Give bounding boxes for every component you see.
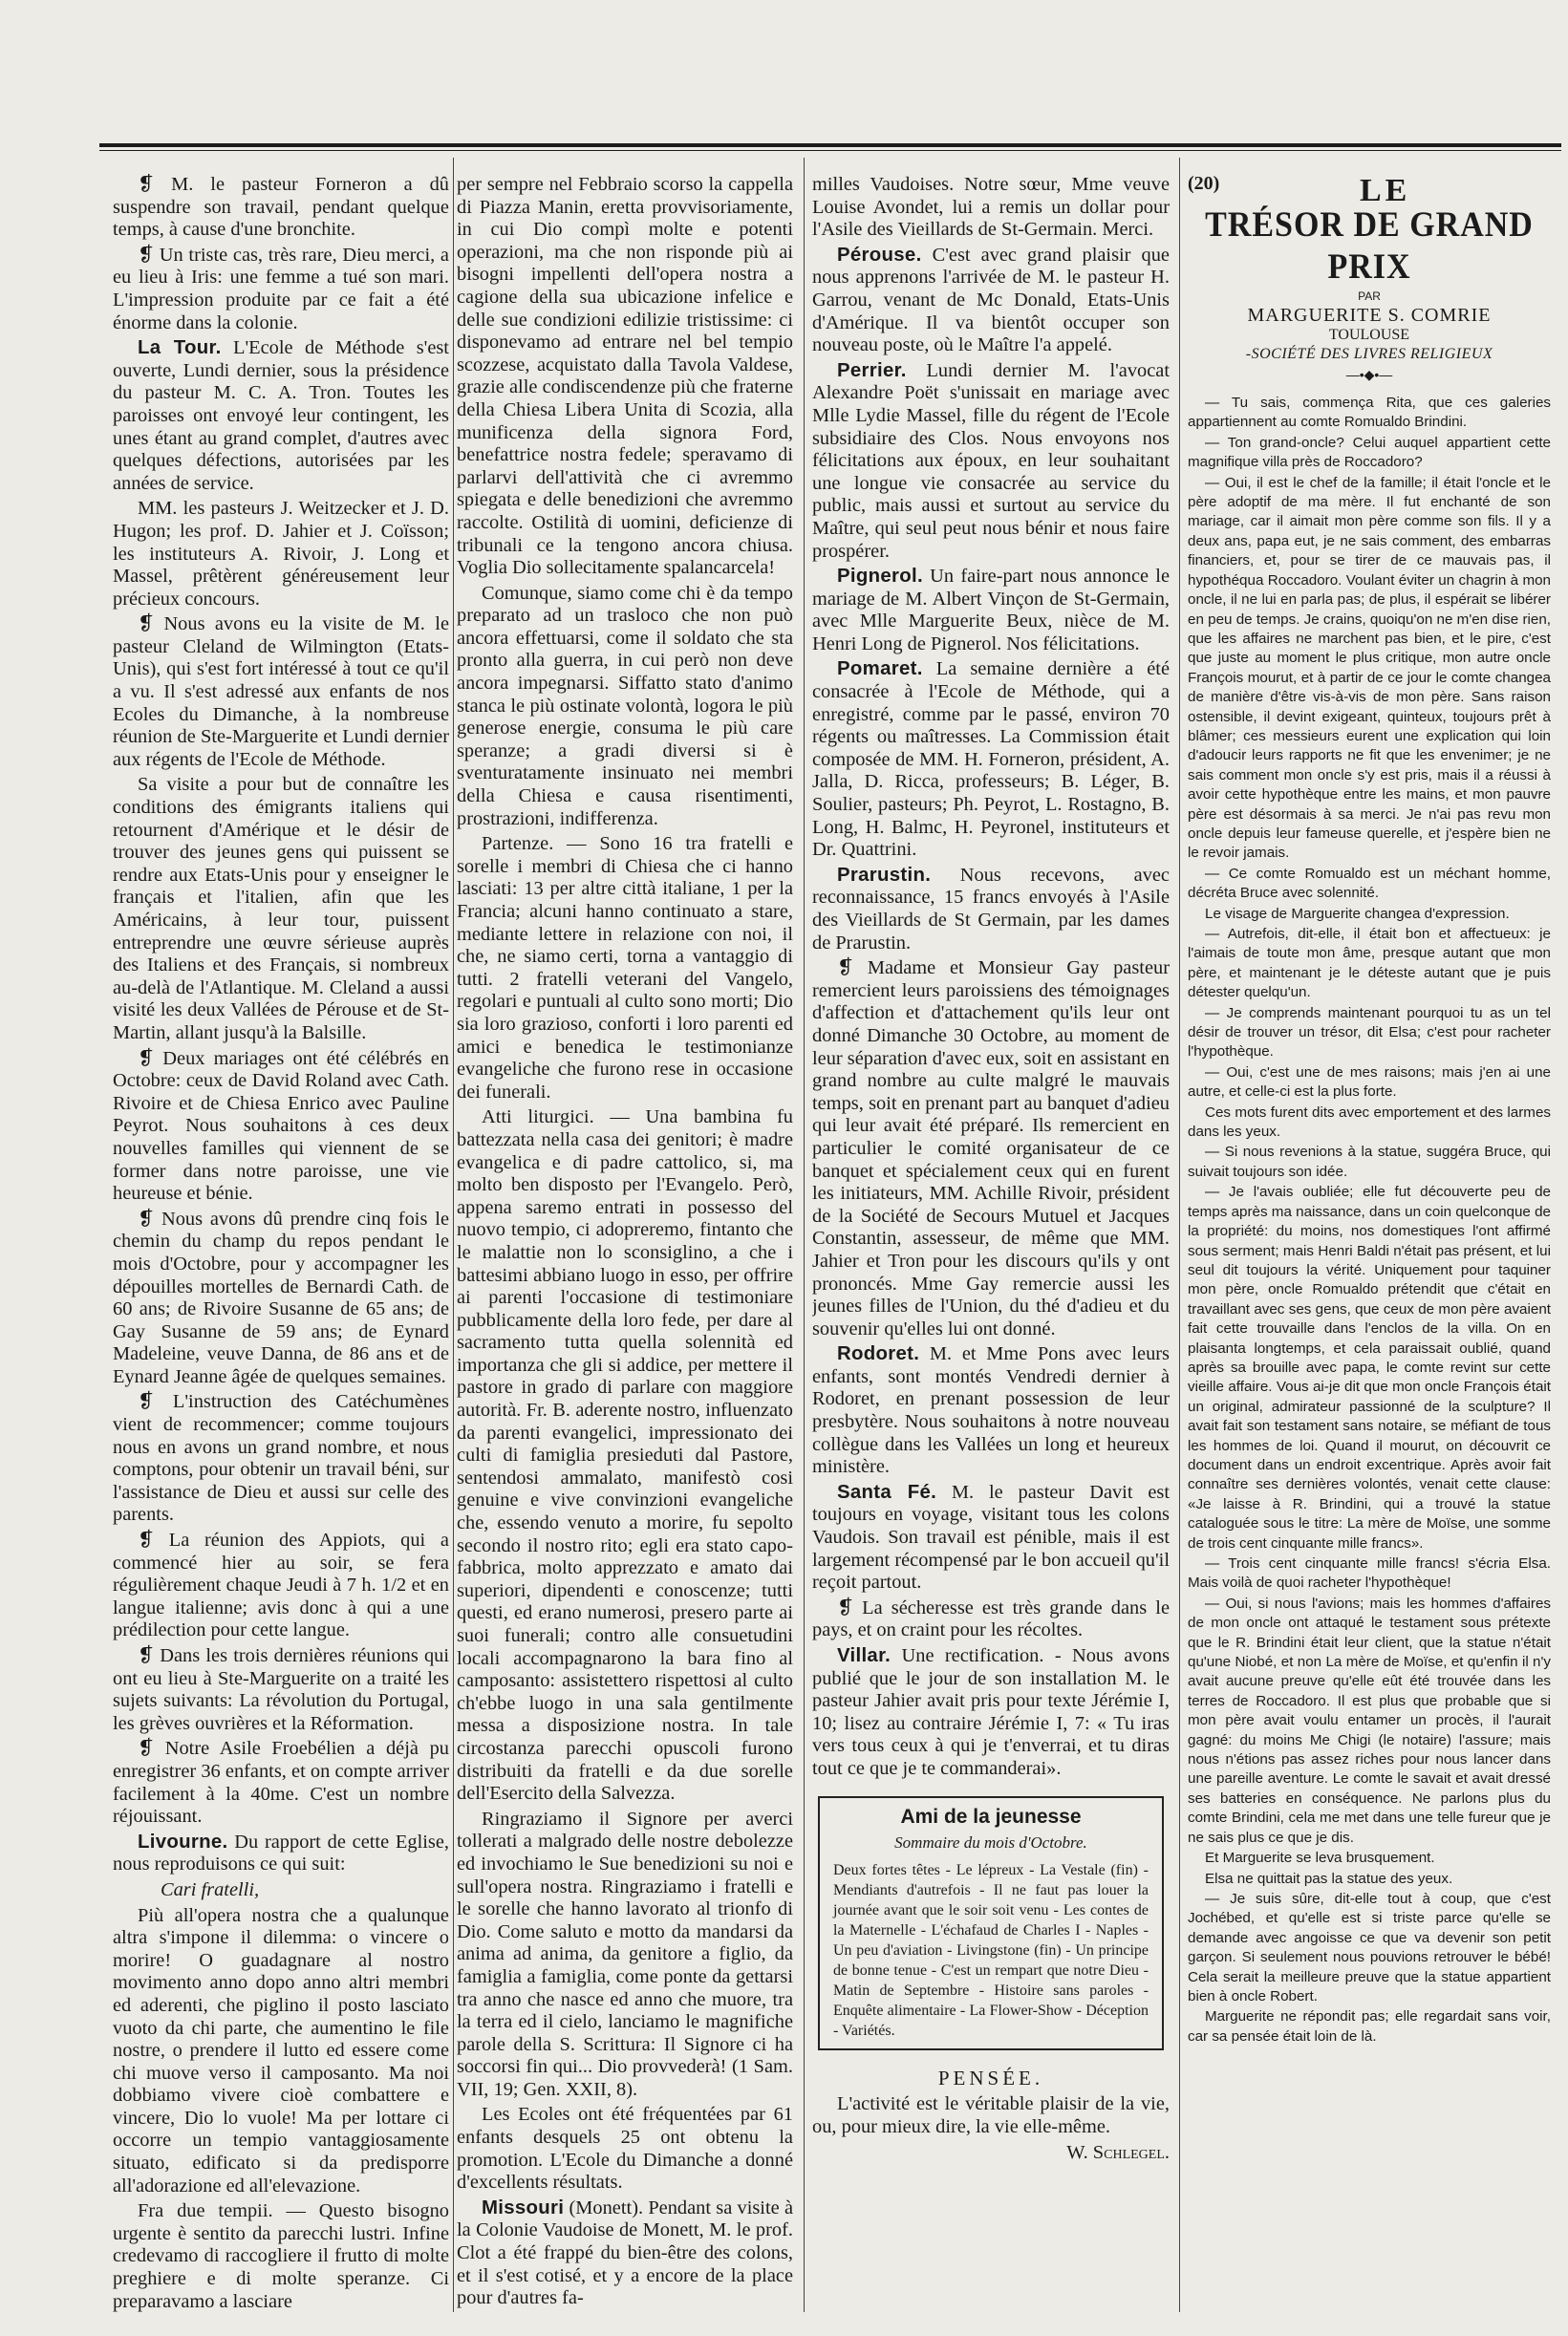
paragraph: Più all'opera nostra che a qualunque altra s'impone il dilemma: o vincere o morire! O guadagnare al nostro movimento anno dopo anno altri membri ed aderenti, che piglino il posto lasciato vuoto da chi parte, che aumentino le file nostre, o prendere il lutto ed essere come chi muove verso il camposanto. Ma noi dobbiamo vivere cioè combattere e vincere, Dio lo vuole! Ma per lottare ci occorre un tempio vantaggiosamente situato, edificato si da predisporre all'adorazione ed all'elevazione. [113, 1904, 449, 2197]
paragraph: Ringraziamo il Signore per averci tollerati a malgrado delle nostre debolezze ed invochiamo le Sue benedizioni su noi e sull'opera nostra. Ringraziamo i fratelli e le sorelle che hanno lavorato al trionfo di Dio. Come saluto e motto da mandarsi da anima ad anima, da genitore a figlio, da famiglia a famiglia, come ponte da gettarsi tra anno che nasce ed anno che muore, tra la terra ed il cielo, lanciamo le magnifiche parole della S. Scrittura: Il Signore ci ha soccorsi fin qui... Dio provvederà! (1 Sam. VII, 19; Gen. XXII, 8). [457, 1808, 793, 2100]
pensee-text: L'activité est le véritable plaisir de la vie, ou, pour mieux dire, la vie elle-même. [812, 2093, 1170, 2137]
box-subtitle: Sommaire du mois d'Octobre. [894, 1833, 1087, 1853]
feuilleton-paragraph: — Trois cent cinquante mille francs! s'écria Elsa. Mais voilà de quoi racheter l'hypothèque! [1188, 1555, 1551, 1592]
paragraph: Pomaret. La semaine dernière a été consacrée à l'Ecole de Méthode, qui a enregistré, comme par le passé, environ 70 régents ou maîtresses. La Commission était composée de MM. H. Forneron, président, A. Jalla, D. Ricca, professeurs; B. Léger, B. Soulier, pasteurs; Ph. Peyrot, L. Rostagno, B. Long, H. Balmc, H. Peyronel, instituteurs et Dr. Quattrini. [812, 658, 1170, 861]
paragraph: ❡ Nous avons dû prendre cinq fois le chemin du champ du repos pendant le mois d'Octobre, pour y accompagner les dépouilles mortelles de Bernardi Cath. de 60 ans; de Rivoire Susanne de 65 ans; de Gay Susanne de 59 ans; de Eynard Madeleine, veuve Danna, de 86 ans et de Eynard Jeanne âgée de quelques semaines. [113, 1208, 449, 1387]
feuilleton-paragraph: — Ton grand-oncle? Celui auquel appartient cette magnifique villa près de Roccadoro? [1188, 434, 1551, 471]
column-divider [1179, 158, 1180, 2312]
paragraph: Pérouse. C'est avec grand plaisir que nous apprenons l'arrivée de M. le pasteur H. Garrou, venant de Mc Donald, Etats-Unis d'Amérique. Il va bientôt occuper son nouveau poste, où le Maître l'a appelé. [812, 244, 1170, 356]
feuilleton-paragraph: — Je l'avais oubliée; elle fut découverte peu de temps après ma naissance, dans un coin quelconque de la propriété: du moins, nos domestiques l'ont affirmé sous serment; mais Henri Baldi n'était pas présent, et lui seul dit toujours la vérité. Uniquement pour taquiner mon père, oncle Romualdo prétendit que c'était en travaillant avec ses gens, que ceux de mon père avaient fait cette trouvaille dans l'enclos de la villa. On en plaisanta longtemps, et cela paraissait oublié, quand après sa brouille avec papa, le comte revint sur cette vieille affaire. Vous ai-je dit que mon oncle François était un original, admirateur passionné de la sculpture? Il avait fait son testament sans notaire, se méfiant de tous les hommes de loi. Quand il mourut, on découvrit ce document dans un endroit excentrique. Après avoir fait connaître ses dernières volontés, venait cette clause: «Je laisse à R. Brindini, qui a trouvé la statue cataloguée sous le titre: La mère de Moïse, une somme de trois cent cinquante mille francs». [1188, 1184, 1551, 1552]
feuilleton-paragraph: Elsa ne quittait pas la statue des yeux. [1205, 1870, 1453, 1887]
header-rule-thin [99, 150, 1561, 151]
paragraph: Pignerol. Un faire-part nous annonce le mariage de M. Albert Vinçon de St-Germain, avec Mlle Marguerite Beux, nièce de M. Henri Long de Pignerol. Nos félicitations. [812, 566, 1170, 654]
paragraph: Partenze. — Sono 16 tra fratelli e sorelle i membri di Chiesa che ci hanno lasciati: 13 per altre città italiane, 1 per la Francia; alcuni hanno continuato a stare, mediante lettere in relazione con noi, il che, ne siamo certi, torna a vantaggio di tutti. 2 fratelli veterani del Vangelo, regolari e puntuali al culto sono morti; Dio sia loro grazioso, conforti i loro parenti ed amici e benedica le testimonianze evangeliche che furono rese in occasione dei funerali. [457, 833, 793, 1103]
paragraph: La Tour. L'Ecole de Méthode s'est ouverte, Lundi dernier, sous la présidence du pasteur M. C. A. Tron. Toutes les paroisses ont envoyé leur contingent, les unes étant au grand complet, d'autres avec quelques défections, autorisées par les années de service. [113, 337, 449, 494]
feuilleton-paragraph: — Je suis sûre, dit-elle tout à coup, que c'est Jochébed, et qu'elle est si triste parce qu'elle se demande avec angoisse ce que va devenir son petit garçon. Si seulement nous pouvions retrouver le bébé! Cela serait la meilleure preuve que la statue appartient bien à oncle Robert. [1188, 1890, 1551, 2004]
paragraph: ❡ Dans les trois dernières réunions qui ont eu lieu à Ste-Marguerite on a traité les sujets suivants: La révolution du Portugal, les grèves ouvrières et la Réformation. [113, 1645, 449, 1734]
paragraph: Les Ecoles ont été fréquentées par 61 enfants desquels 25 ont obtenu la promotion. L'Ecole du Dimanche a donné d'excellents résultats. [457, 2104, 793, 2194]
paragraph: Perrier. Lundi dernier M. l'avocat Alexandre Poët s'unissait en mariage avec Mlle Lydie Massel, fille du régent de l'Ecole subsidiaire des Clos. Nous envoyons nos félicitations aux époux, en leur souhaitant une longue vie consacrée au service du public, mais aussi et surtout au service du Maître, qui seul peut nous bénir et nous faire prospérer. [812, 359, 1170, 562]
box-body: Deux fortes têtes - Le lépreux - La Vestale (fin) - Mendiants d'autrefois - Il ne faut pas louer la journée avant que le soir soit venu - Les contes de la Maternelle - L'échafaud de Charles I - Naples - Un peu d'aviation - Livingstone (fin) - Un principe de bonne tenue - C'est un rempart que notre Dieu - Matin de Septembre - Histoire sans paroles - Enquête alimentaire - La Flower-Show - Déception - Variétés. [833, 1861, 1149, 2039]
paragraph: milles Vaudoises. Notre sœur, Mme veuve Louise Avondet, lui a remis un dollar pour l'Asile des Vieillards de St-Germain. Merci. [812, 174, 1170, 241]
paragraph: ❡ Deux mariages ont été célébrés en Octobre: ceux de David Roland avec Cath. Rivoire et de Chiesa Enrico avec Pauline Peyrot. Nous souhaitons à ces deux nouvelles familles qui viennent de se former dans notre paroisse, une vie heureuse et bénie. [113, 1047, 449, 1205]
paragraph: ❡ Notre Asile Froebélien a déjà pu enregistrer 36 enfants, et on compte arriver facilement à la 40me. C'est un nombre réjouissant. [113, 1738, 449, 1828]
paragraph: Santa Fé. M. le pasteur Davit est toujours en voyage, visitant tous les colons Vaudois. Son travail est pénible, mais il est largement récompensé par le bon accueil qu'il reçoit partout. [812, 1481, 1170, 1594]
ornament-divider: —•◆•— [1345, 366, 1393, 382]
paragraph: Comunque, siamo come chi è da tempo preparato ad un trasloco che non può ancora effettuarsi, come il soldato che sta pronto alla guerra, in cui però non deve ancora impegnarsi. Siffatto stato d'animo stanca le più ostinate volontà, logora le più generose energie, consuma le più care speranze; a gradi diversi si è sventuratamente insinuato nei membri della Chiesa e causa risentimenti, prostrazioni, indifferenza. [457, 582, 793, 829]
column-divider [804, 158, 805, 2312]
feuilleton-number: (20) [1188, 174, 1220, 194]
paragraph: Fra due tempii. — Questo bisogno urgente è sentito da parecchi lustri. Infine credevamo di raccogliere il frutto di molte preghiere e di molte speranze. Ci preparavamo a lasciare [113, 2200, 449, 2312]
pensee-author: W. Schlegel. [1066, 2141, 1170, 2163]
feuilleton-header [1188, 174, 1551, 384]
feuilleton-paragraph: — Oui, c'est une de mes raisons; mais j'en ai une autre, et celle-ci est la plus forte. [1188, 1063, 1551, 1101]
header-rule [99, 143, 1561, 147]
paragraph: Atti liturgici. — Una bambina fu battezzata nella casa dei genitori; è madre evangelica e di padre cattolico, si, ma molto ben disposto per l'Evangelo. Però, appena saremo entrati in possesso del nuovo tempio, ci adopreremo, fintanto che le malattie non lo sconsiglino, a che i battesimi abbiano luogo in esso, per offrire ai parenti l'occasione di testimoniare pubblicamente della loro fede, per dare al sacramento tutta quella solennità ed importanza che gli si addice, per mettere il pastore in grado di parlare con maggiore autorità. Fr. B. aderente nostro, influenzato da parenti evangelici, impressionato dei culti di famiglia presieduti dal Pastore, sentendosi ammalato, manifestò cosi genuine e vive convinzioni evangeliche che, essendo venuto a morire, fu sepolto secondo il nostro rito; egli era stato capo-fabbrica, molto apprezzato e amato dai superiori, dipendenti e conoscenze; tutti questi, ed erano numerosi, presero parte ai suoi funerali; contro alle consuetudini locali accompagnarono la bara fino al camposanto: assistettero rispettosi al culto ch'ebbe luogo in una sala gentilmente messa a disposizione nostra. In tale circostanza parecchi opuscoli furono distribuiti da fratelli e da due sorelle dell'Esercito della Salvezza. [457, 1106, 793, 1805]
feuilleton-paragraph: — Oui, si nous l'avions; mais les hommes d'affaires de mon oncle ont attaqué le testament sous prétexte que le R. Brindini était leur client, que la statue n'était qu'une Niobé, et non La mère de Moïse, et qu'enfin il n'y avait aucune preuve qu'elle eût été trouvée dans les terres de Roccadoro. Il est plus que probable que si mon père avait voulu entamer un procès, il l'aurait gagné: du moins Me Chigi (le notaire) l'assure; mais nous n'étions pas assez riches pour nous lancer dans une pareille aventure. Le comte le savait et avait dressé ses batteries en conséquence. Ne parlons plus du comte Brindini, cela me met dans une telle fureur que je ne sais plus ce que je dis. [1188, 1595, 1551, 1846]
paragraph: MM. les pasteurs J. Weitzecker et J. D. Hugon; les prof. D. Jahier et J. Coïsson; les instituteurs A. Rivoir, J. Long et Massel, prêtèrent généreusement leur précieux concours. [113, 498, 449, 610]
feuilleton-title: TRÉSOR DE GRAND PRIX [1205, 205, 1534, 287]
feuilleton-par: PAR [1358, 289, 1381, 303]
feuilleton-society: -SOCIÉTÉ DES LIVRES RELIGIEUX [1245, 346, 1493, 363]
paragraph: ❡ Nous avons eu la visite de M. le pasteur Cleland de Wilmington (Etats-Unis), qui s'est fort intéressé à tout ce qu'il a vu. Il s'est adressé aux enfants de nos Ecoles du Dimanche, à la nombreuse réunion de Ste-Marguerite et Lundi dernier aux régents de l'Ecole de Méthode. [113, 613, 449, 770]
feuilleton-city: TOULOUSE [1328, 326, 1410, 343]
paragraph: ❡ L'instruction des Catéchumènes vient de recommencer; comme toujours nous en avons un grand nombre, et nous comptons, pour obtenir un travail béni, sur l'assistance de Dieu et aussi sur celle des parents. [113, 1391, 449, 1526]
paragraph: Villar. Une rectification. - Nous avons publié que le jour de son installation M. le pasteur Jahier avait pris pour texte Jérémie I, 10; lisez au contraire Jérémie I, 7: « Tu iras vers tous ceux à qui je t'enverrai, et tu diras tout ce que je te commanderai». [812, 1645, 1170, 1779]
paragraph: ❡ Un triste cas, très rare, Dieu merci, a eu lieu à Iris: une femme a tué son mari. L'impression produite par ce fait a été énorme dans la colonie. [113, 244, 449, 333]
paragraph: Rodoret. M. et Mme Pons avec leurs enfants, sont montés Vendredi dernier à Rodoret, en prenant possession de leur presbytère. Nous souhaitons à notre nouveau collègue dans les Vallées un long et heureux ministère. [812, 1343, 1170, 1478]
feuilleton-paragraph: Et Marguerite se leva brusquement. [1205, 1850, 1435, 1867]
column-1 [113, 174, 449, 2314]
feuilleton-title-article: LE [1359, 174, 1411, 208]
feuilleton-column [1188, 174, 1551, 2314]
feuilleton-paragraph: — Ce comte Romualdo est un méchant homme, décréta Bruce avec solennité. [1188, 865, 1551, 902]
paragraph: per sempre nel Febbraio scorso la cappella di Piazza Manin, eretta provvisoriamente, in cui Dio compì molte e potenti operazioni, ma che non risponde più ai bisogni impellenti dell'opera nostra a cagione della sua ubicazione infelice e delle sue condizioni edilizie tristissime: ci disponevamo ad entrare nel bel tempio scozzese, acquistato dalla Tavola Valdese, grazie alle condiscendenze più che fraterne della Chiesa Libera Unita di Scozia, alla munificenza della signora Ford, benefattrice nostra fedele; speravamo di parlarvi dell'attività che ci avremmo spiegata e delle benedizioni che avremmo raccolte. Ostilità di uomini, deficienze di tribunali ce la tengono ancora chiusa. Voglia Dio sollecitamente spalancarcela! [457, 174, 793, 579]
paragraph: Prarustin. Nous recevons, avec reconnaissance, 15 francs envoyés à l'Asile des Vieillards de St Germain, par les dames de Prarustin. [812, 864, 1170, 954]
feuilleton-paragraph: Ces mots furent dits avec emportement et des larmes dans les yeux. [1188, 1104, 1551, 1141]
paragraph: Cari fratelli, [161, 1878, 260, 1900]
pensee-title: PENSÉE. [937, 2066, 1044, 2090]
feuilleton-author: MARGUERITE S. COMRIE [1247, 305, 1492, 327]
feuilleton-paragraph: — Tu sais, commença Rita, que ces galeries appartiennent au comte Romualdo Brindini. [1188, 395, 1551, 431]
paragraph: ❡ Madame et Monsieur Gay pasteur remercient leurs paroissiens des témoignages d'affection et d'attachement qu'ils leur ont donné Dimanche 30 Octobre, au moment de leur séparation d'avec eux, soit en assistant en grand nombre au culte malgré le mauvais temps, soit en prenant part au banquet d'adieu qui leur avait été préparé. Ils remercient en particulier le comité organisateur de ce banquet et spécialement ceux qui en furent les initiateurs, MM. Achille Rivoir, président de la Société de Secours Mutuel et Jacques Constantin, assesseur, de même que MM. Jahier et Tron pour les discours qu'ils y ont prononcés. Mme Gay remercie aussi les jeunes filles de l'Union, du thé d'adieu et du souvenir qu'elles lui ont donné. [812, 957, 1170, 1339]
feuilleton-paragraph: Le visage de Marguerite changea d'expression. [1205, 905, 1510, 922]
paragraph: Sa visite a pour but de connaître les conditions des émigrants italiens qui retournent d'Amérique et le désir de trouver des jeunes gens qui puissent se rendre aux Etats-Unis pour y enseigner le français et l'italien, afin que les Américains, à leur tour, puissent entreprendre une œuvre sérieuse auprès des Italiens et des Français, si nombreux au-delà de l'Atlantique. M. Cleland a aussi visité les deux Vallées de Pérouse et de St-Martin, allant jusqu'à la Balsille. [113, 774, 449, 1043]
ami-de-la-jeunesse-box [818, 1796, 1164, 2050]
feuilleton-body [1188, 394, 1551, 2047]
paragraph: ❡ La réunion des Appiots, qui a commencé hier au soir, se fera régulièrement chaque Jeudi à 7 h. 1/2 et en langue italienne; avis donc à qui a une prédilection pour cette langue. [113, 1530, 449, 1641]
paragraph: ❡ La sécheresse est très grande dans le pays, et on craint pour les récoltes. [812, 1597, 1170, 1641]
column-divider [453, 158, 454, 2312]
column-2 [457, 174, 793, 2314]
feuilleton-paragraph: — Je comprends maintenant pourquoi tu as un tel désir de trouver un trésor, dit Elsa; c'est pour racheter l'hypothèque. [1188, 1004, 1551, 1061]
column-3 [812, 174, 1170, 2314]
paragraph: Missouri (Monett). Pendant sa visite à la Colonie Vaudoise de Monett, M. le prof. Clot a été frappé du bien-être des colons, et il s'est cotisé, et y a encore de la place pour d'autres fa- [457, 2197, 793, 2309]
box-title: Ami de la jeunesse [900, 1805, 1082, 1828]
paragraph: ❡ M. le pasteur Forneron a dû suspendre son travail, pendant quelque temps, à cause d'une bronchite. [113, 174, 449, 241]
feuilleton-paragraph: — Oui, il est le chef de la famille; il était l'oncle et le père adoptif de ma mère. Il fut enchanté de son mariage, car il aimait mon père comme son fils. Il y a deux ans, papa eut, je ne sais comment, des embarras financiers, et, pour se tirer de ce mauvais pas, il hypothéqua Roccadoro. Voulant éviter un chagrin à mon oncle, il ne lui en parla pas; de plus, il espérait se libérer en peu de temps. Je crains, quoiqu'on ne m'en dise rien, que les affaires ne marchent pas bien, et le pire, c'est que juste au moment le plus critique, mon autre oncle François mourut, et à partir de ce jour le comte changea de manière d'être vis-à-vis de mon père. Sans raison ostensible, il devint exigeant, quinteux, toujours prêt à blâmer; ces messieurs eurent une explication qui loin d'adoucir leurs rapports ne fit que les envenimer; je ne sais comment mon oncle s'y est pris, mais il a réussi à avoir cette hypothèque entre les mains, et mon pauvre père est désormais à sa merci. Je n'ai pas revu mon oncle depuis leur fameuse querelle, et j'espère bien ne le revoir jamais. [1188, 474, 1551, 862]
paragraph: Livourne. Du rapport de cette Eglise, nous reproduisons ce qui suit: [113, 1831, 449, 1875]
feuilleton-paragraph: Marguerite ne répondit pas; elle regardait sans voir, car sa pensée était loin de là. [1188, 2008, 1551, 2045]
feuilleton-paragraph: — Si nous revenions à la statue, suggéra Bruce, qui suivait toujours son idée. [1188, 1144, 1551, 1180]
feuilleton-paragraph: — Autrefois, dit-elle, il était bon et affectueux: je l'aimais de toute mon âme, presque autant que mon père, et maintenant je le déteste autant que je puis détester quelqu'un. [1188, 926, 1551, 1001]
